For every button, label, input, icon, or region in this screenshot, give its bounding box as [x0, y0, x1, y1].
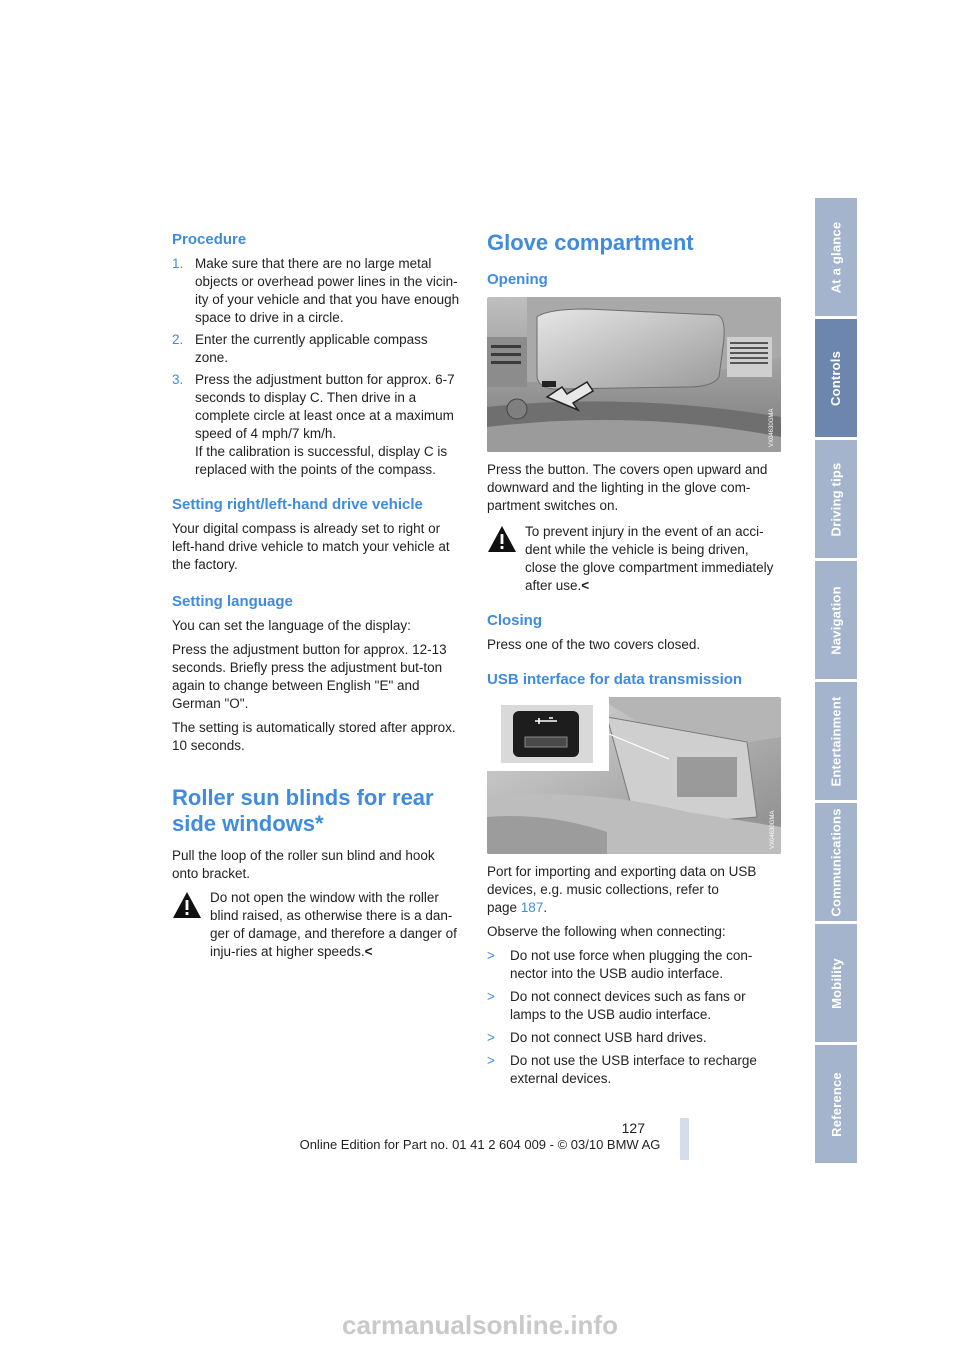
right-column	[487, 230, 779, 1093]
language-heading: Setting language	[172, 593, 293, 610]
tab-entertainment[interactable]	[815, 682, 857, 800]
closing-text: Press one of the two covers closed.	[487, 637, 701, 652]
end-mark: <	[581, 578, 590, 593]
opening-heading: Opening	[487, 271, 548, 288]
list-item	[172, 331, 464, 367]
tab-label: Mobility	[828, 957, 844, 1009]
tab-label: Driving tips	[828, 462, 844, 536]
tab-label: Entertainment	[828, 695, 844, 787]
page-link[interactable]: 187	[520, 900, 544, 915]
warning-text	[487, 523, 779, 595]
warning-icon	[487, 525, 517, 553]
roller-text: Pull the loop of the roller sun blind and hook onto bracket.	[172, 848, 435, 881]
opening-text: Press the button. The covers open upward and downward and the lighting in the glove com-partment switches on.	[487, 462, 768, 513]
svg-text:VX04630GMA: VX04630GMA	[770, 810, 776, 849]
list-item	[172, 255, 464, 327]
usb-bullets	[487, 947, 779, 1088]
list-item	[487, 1029, 779, 1047]
left-column	[172, 230, 464, 961]
usb-text	[487, 863, 779, 917]
bullet-text: Do not use the USB interface to recharge external devices.	[510, 1053, 757, 1086]
bullet-text: Do not use force when plugging the con-nector into the USB audio interface.	[510, 948, 753, 981]
warning-body: Do not open the window with the roller blind raised, as otherwise there is a dan-ger of damage, and therefore a danger of inju-ries at higher speeds.	[210, 890, 457, 959]
bullet-marker: >	[487, 948, 495, 963]
tab-mobility[interactable]	[815, 924, 857, 1042]
bullet-text: Do not connect devices such as fans or lamps to the USB audio interface.	[510, 989, 746, 1022]
watermark: carmanualsonline.info	[342, 1310, 618, 1340]
usb-text-end: .	[543, 900, 548, 915]
tab-navigation[interactable]	[815, 561, 857, 679]
bullet-marker: >	[487, 1053, 495, 1068]
end-mark: <	[364, 944, 373, 959]
tab-label: Controls	[828, 350, 844, 406]
rlhd-heading: Setting right/left-hand drive vehicle	[172, 496, 423, 513]
glove-compartment-photo	[487, 297, 781, 452]
step-number: 1.	[172, 256, 184, 271]
step-number: 2.	[172, 332, 184, 347]
observe-text: Observe the following when connecting:	[487, 924, 726, 939]
tab-at-a-glance[interactable]	[815, 198, 857, 316]
bullet-text: Do not connect USB hard drives.	[510, 1030, 707, 1045]
language-text: You can set the language of the display:	[172, 618, 411, 633]
tab-label: Communications	[828, 807, 844, 917]
page-number: 127	[621, 1120, 645, 1136]
language-text: The setting is automatically stored after approx. 10 seconds.	[172, 720, 456, 753]
usb-interface-photo	[487, 697, 781, 854]
step-text: Make sure that there are no large metal objects or overhead power lines in the vicin-ity of your vehicle and that you have enough space to drive in a circle.	[195, 256, 460, 325]
tab-label: Reference	[828, 1071, 844, 1137]
bullet-marker: >	[487, 1030, 495, 1045]
list-item	[487, 1052, 779, 1088]
edition-text: Online Edition for Part no. 01 41 2 604 009 - © 03/10 BMW AG	[299, 1137, 661, 1152]
list-item	[487, 988, 779, 1024]
warning-text	[172, 889, 464, 961]
tab-controls[interactable]	[815, 319, 857, 437]
language-text: Press the adjustment button for approx. 12-13 seconds. Briefly press the adjustment but-ton again to change between English "E" and German "O".	[172, 642, 447, 711]
warning-note	[487, 523, 779, 595]
step-text: If the calibration is successful, display C is replaced with the points of the compass.	[195, 444, 448, 477]
usb-text-body: Port for importing and exporting data on USB devices, e.g. music collections, refer to page	[487, 864, 757, 915]
warning-body: To prevent injury in the event of an acci-dent while the vehicle is being driven, close the glove compartment immediately after use.	[525, 524, 774, 593]
glove-heading: Glove compartment	[487, 230, 694, 255]
roller-heading: Roller sun blinds for rear side windows*	[172, 785, 434, 836]
list-item	[487, 947, 779, 983]
closing-heading: Closing	[487, 612, 542, 629]
tab-communications[interactable]	[815, 803, 857, 921]
rlhd-text: Your digital compass is already set to right or left-hand drive vehicle to match your vehicle at the factory.	[172, 521, 450, 572]
list-item	[172, 443, 464, 479]
chapter-tabs	[815, 198, 857, 1166]
step-text: Press the adjustment button for approx. 6-7 seconds to display C. Then drive in a complete circle at least once at a maximum speed of 4 mph/7 km/h.	[195, 372, 455, 441]
step-number: 3.	[172, 372, 184, 387]
bullet-marker: >	[487, 989, 495, 1004]
usb-heading: USB interface for data transmission	[487, 671, 743, 688]
warning-icon	[172, 891, 202, 919]
step-text: Enter the currently applicable compass zone.	[195, 332, 428, 365]
procedure-steps	[172, 255, 464, 479]
list-item	[172, 371, 464, 443]
procedure-heading: Procedure	[172, 231, 247, 248]
tab-label: At a glance	[828, 221, 844, 293]
svg-text:VX04630GMA: VX04630GMA	[769, 408, 775, 447]
warning-note	[172, 889, 464, 961]
tab-driving-tips[interactable]	[815, 440, 857, 558]
tab-label: Navigation	[828, 585, 844, 655]
